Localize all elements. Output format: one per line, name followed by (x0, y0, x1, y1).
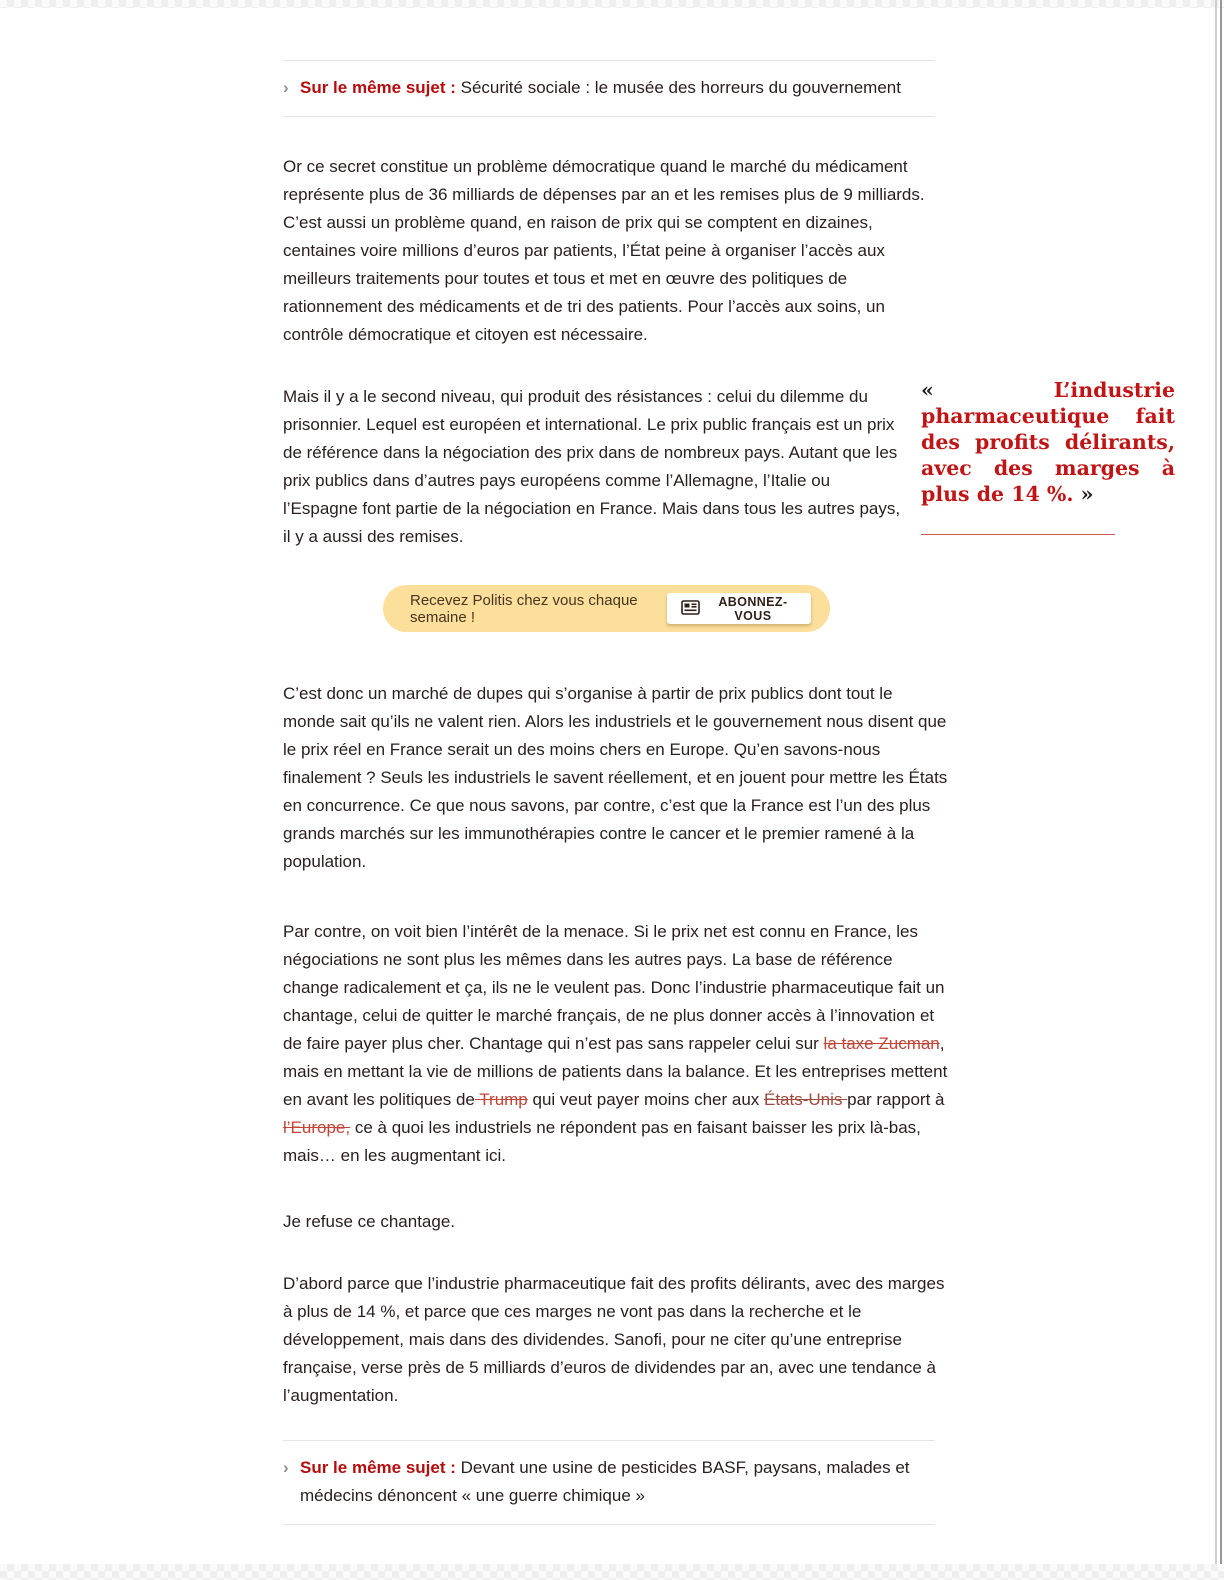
related-label: Sur le même sujet : (300, 78, 456, 97)
related-article-link[interactable]: Devant une usine de pesticides BASF, paysans, malades et médecins dénoncent « une guerre chimique » (300, 1458, 910, 1505)
chevron-right-icon: › (283, 78, 289, 97)
top-edge-strip (0, 0, 1224, 8)
page-edge-line-light (1215, 0, 1217, 1580)
related-text (300, 74, 901, 102)
related-section-bottom (283, 1440, 935, 1525)
newspaper-icon (681, 600, 700, 618)
paragraph-text-segment: par rapport à (847, 1090, 945, 1109)
article-inline-link[interactable]: Trump (474, 1090, 528, 1109)
chevron-right-icon: › (283, 1458, 289, 1477)
pull-quote (921, 377, 1175, 535)
article-paragraph-1: Or ce secret constitue un problème démocratique quand le marché du médicament représente plus de 36 milliards de dépenses par an et les remises plus de 9 milliards. C’est aussi un problème quand, en raison de prix qui se comptent en dizaines, centaines voire millions d’euros par patients, l’État peine à organiser l’accès aux meilleurs traitements pour toutes et tous et met en œuvre des politiques de rationnement des médicaments et de tri des patients. Pour l’accès aux soins, un contrôle démocratique et citoyen est nécessaire. (283, 157, 925, 344)
scrollbar-edge-line (1220, 0, 1222, 1580)
article-paragraph-3: C’est donc un marché de dupes qui s’organise à partir de prix publics dont tout le monde sait qu’ils ne valent rien. Alors les industriels et le gouvernement nous disent que le prix réel en France serait un des moins chers en Europe. Qu’en savons-nous finalement ? Seuls les industriels le savent réellement, et en jouent pour mettre les États en concurrence. Ce que nous savons, par contre, c’est que la France est l’un des plus grands marchés sur les immunothérapies contre le cancer et le premier ramené à la population. (283, 684, 948, 871)
article-paragraph-5: Je refuse ce chantage. (283, 1212, 456, 1231)
related-row (283, 1454, 935, 1510)
related-section-top (283, 60, 935, 117)
paragraph-text-segment: Par contre, on voit bien l’intérêt de la menace. Si le prix net est connu en France, les négociations ne sont plus les mêmes dans les autres pays. La base de référence change radicalement et ça, ils ne le veulent pas. Donc l’industrie pharmaceutique fait un chantage, celui de quitter le marché français, de ne plus donner accès à l’innovation et de faire payer plus cher. Chantage qui n’est pas sans rappeler celui sur (283, 922, 945, 1053)
subscribe-button-label: ABONNEZ-VOUS (718, 594, 788, 623)
quote-body: L’industrie pharmaceutique fait des profits délirants, avec des marges à plus de 14 %. (921, 378, 1175, 506)
bottom-edge-strip (0, 1564, 1224, 1580)
paragraph-text-segment: , mais en mettant la vie de millions de patients dans la balance. Et les entreprises mettent en avant les politiques de (283, 1034, 948, 1109)
article-paragraph-4 (283, 918, 948, 1170)
related-row (283, 74, 935, 102)
related-article-link[interactable]: Sécurité sociale : le musée des horreurs du gouvernement (460, 78, 901, 97)
article-inline-link[interactable]: États-Unis (764, 1090, 848, 1109)
quote-close-mark: » (1073, 482, 1094, 506)
subscribe-button[interactable] (667, 593, 811, 624)
paragraph-text-segment: ce à quoi les industriels ne répondent pas en faisant baisser les prix là-bas, mais… en les augmentant ici. (283, 1118, 921, 1165)
subscribe-banner-text: Recevez Politis chez vous chaque semaine ! (410, 591, 638, 626)
paragraph-text-segment: qui veut payer moins cher aux (527, 1090, 764, 1109)
article-content (283, 60, 1175, 1525)
paragraph-quote-row (283, 378, 1175, 551)
article-paragraph-6: D’abord parce que l’industrie pharmaceutique fait des profits délirants, avec des marges à plus de 14 %, et parce que ces marges ne vont pas dans la recherche et le développement, mais dans des dividendes. Sanofi, pour ne citer qu’une entreprise française, verse près de 5 milliards d’euros de dividendes par an, avec une tendance à l’augmentation. (283, 1274, 945, 1405)
quote-divider (921, 534, 1115, 535)
related-text (300, 1454, 935, 1510)
subscribe-banner (383, 585, 830, 632)
quote-open-mark: « (921, 378, 1054, 402)
pull-quote-text (921, 377, 1175, 507)
article-inline-link[interactable]: l’Europe, (283, 1118, 351, 1137)
article-inline-link[interactable]: la taxe Zucman (823, 1034, 940, 1053)
related-label: Sur le même sujet : (300, 1458, 456, 1477)
article-paragraph-2: Mais il y a le second niveau, qui produit des résistances : celui du dilemme du prisonnier. Lequel est européen et international. Le prix public français est un prix de référence dans la négociation des prix dans de nombreux pays. Autant que les prix publics dans d’autres pays européens comme l’Allemagne, l’Italie ou l’Espagne font partie de la négociation en France. Mais dans tous les autres pays, il y a aussi des remises. (283, 387, 901, 546)
